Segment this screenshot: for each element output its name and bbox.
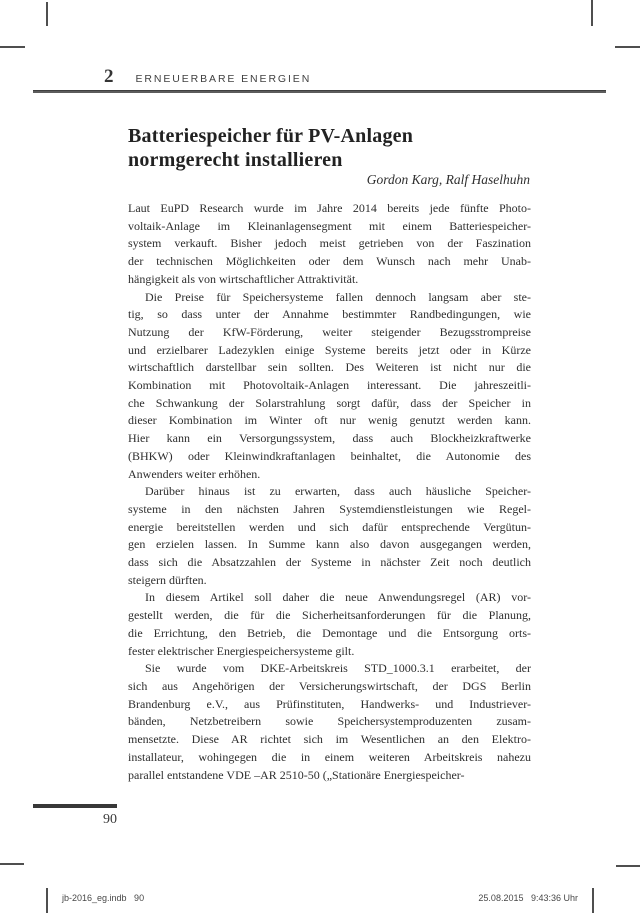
paragraph <box>128 200 531 289</box>
article-title-line-1: Batteriespeicher für PV-Anlagen <box>128 125 414 147</box>
body-line: installateur, wohingegen die in einem weiteren Arbeitskreis nahezu <box>128 749 531 764</box>
article-byline: Gordon Karg, Ralf Haselhuhn <box>366 172 530 187</box>
crop-mark-bottom-right-horizontal <box>616 865 640 867</box>
body-line: che Schwankung der Solarstrahlung sorgt dafür, dass der Speicher in <box>128 395 531 410</box>
body-line: (BHKW) oder Kleinwindkraftanlagen beinhaltet, die Autonomie des <box>128 448 531 463</box>
body-line: wirtschaftlich darstellbar sein sollten. Des Weiteren ist nicht nur die <box>128 360 531 375</box>
crop-mark-bottom-left-horizontal <box>0 863 24 865</box>
body-line: sich aus Angehörigen der Versicherungswirtschaft, der DGS Berlin <box>128 678 531 693</box>
chapter-number: 2 <box>104 66 114 87</box>
crop-mark-bottom-right-vertical <box>592 888 594 913</box>
body-line: die Errichtung, den Betrieb, die Demontage und die Entsorgung orts- <box>128 625 531 640</box>
body-line: tig, so dass unter der Annahme bestimmter Randbedingungen, wie <box>128 307 531 322</box>
body-line: systeme in den nächsten Jahren Systemdienstleistungen wie Regel- <box>128 501 531 516</box>
page-number: 90 <box>103 812 117 827</box>
body-line: Anwenders weiter erhöhen. <box>128 466 261 481</box>
header-rule <box>33 90 606 93</box>
body-line: energie bereitstellen werden und sich dafür entsprechende Vergütun- <box>128 519 531 534</box>
body-line: Nutzung der KfW-Förderung, weiter steigender Bezugsstrompreise <box>128 324 531 339</box>
body-line: gen erzielen lassen. In Summe kann also davon ausgegangen werden, <box>128 537 531 552</box>
body-line: dieser Kombination im Winter oft nur wenig genutzt werden kann. <box>128 413 531 428</box>
body-line: Brandenburg e.V., aus Prüfinstituten, Handwerks- und Industriever- <box>128 696 531 711</box>
body-line: parallel entstandene VDE –AR 2510-50 („Stationäre Energiespeicher- <box>128 767 465 782</box>
body-line: fester elektrischer Energiespeichersysteme gilt. <box>128 643 355 658</box>
body-line: steigern dürften. <box>128 572 207 587</box>
article-body <box>128 200 531 784</box>
body-line: system verkauft. Bisher jedoch meist getrieben von der Faszination <box>128 236 531 251</box>
article-title-line-2: normgerecht installieren <box>128 149 343 171</box>
folio-bar <box>33 804 117 808</box>
paragraph <box>128 589 531 660</box>
body-line: dass sich die Absatzzahlen der Systeme in nächster Zeit noch deutlich <box>128 555 531 570</box>
crop-mark-top-left-vertical <box>46 2 48 26</box>
article-title <box>128 124 568 172</box>
body-line: hängigkeit als von wirtschaftlicher Attraktivität. <box>128 271 359 286</box>
body-line: Sie wurde vom DKE-Arbeitskreis STD_1000.3.1 erarbeitet, der <box>145 661 531 676</box>
body-line: Darüber hinaus ist zu erwarten, dass auch häusliche Speicher- <box>145 484 531 499</box>
print-info-filename: jb-2016_eg.indb 90 <box>62 893 145 903</box>
running-head <box>104 66 311 88</box>
paragraph <box>128 289 531 484</box>
crop-mark-top-right-horizontal <box>615 46 640 48</box>
body-line: der technischen Möglichkeiten oder dem Wunsch nach mehr Unab- <box>128 254 531 269</box>
body-line: bänden, Netzbetreibern sowie Speichersystemproduzenten zusam- <box>128 714 531 729</box>
paragraph <box>128 483 531 589</box>
body-line: gestellt werden, die für die Sicherheitsanforderungen für die Planung, <box>128 608 531 623</box>
print-info-timestamp: 25.08.2015 9:43:36 Uhr <box>478 893 578 903</box>
body-line: Die Preise für Speichersysteme fallen dennoch langsam aber ste- <box>145 289 531 304</box>
body-line: Hier kann ein Versorgungssystem, dass auch Blockheizkraftwerke <box>128 431 531 446</box>
body-line: und erzielbarer Ladezyklen einige Systeme bereits jetzt oder in Kürze <box>128 342 531 357</box>
body-line: Kombination mit Photovoltaik-Anlagen interessant. Die jahreszeitli- <box>128 378 531 393</box>
crop-mark-top-left-horizontal <box>0 46 25 48</box>
crop-mark-top-right-vertical <box>591 0 593 26</box>
chapter-title: ERNEUERBARE ENERGIEN <box>135 73 312 85</box>
body-line: voltaik-Anlage im Kleinanlagensegment mit einem Batteriespeicher- <box>128 218 531 233</box>
crop-mark-bottom-left-vertical <box>46 888 48 913</box>
paragraph <box>128 660 531 784</box>
body-line: mensetzte. Diese AR richtet sich im Wesentlichen an den Elektro- <box>128 732 531 747</box>
body-line: In diesem Artikel soll daher die neue Anwendungsregel (AR) vor- <box>145 590 531 605</box>
body-line: Laut EuPD Research wurde im Jahre 2014 bereits jede fünfte Photo- <box>128 201 531 215</box>
